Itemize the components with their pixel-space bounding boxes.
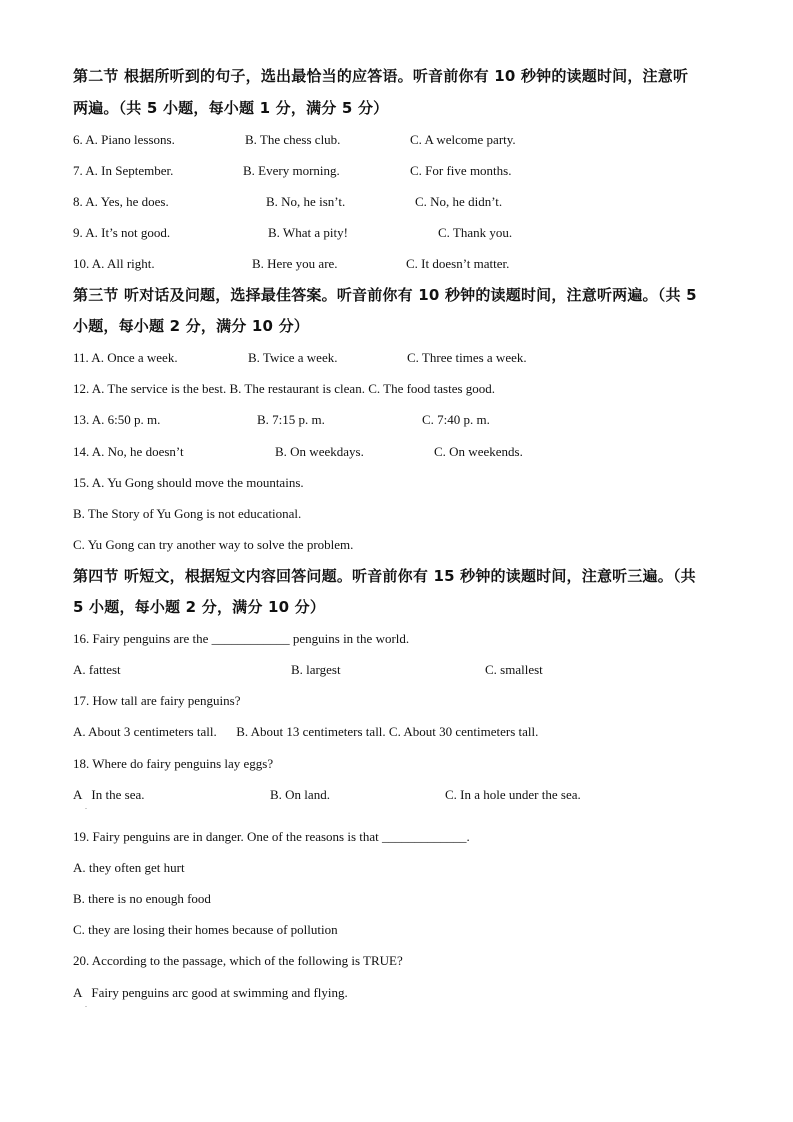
q8-option-c: C. No, he didn’t. xyxy=(415,194,503,209)
q19-option-b: B. there is no enough food xyxy=(73,891,211,906)
q15-option-b: B. The Story of Yu Gong is not educational. xyxy=(73,506,302,521)
q14-option-c: C. On weekends. xyxy=(434,444,523,459)
q6-option-c: C. A welcome party. xyxy=(410,132,516,147)
q7-option-c: C. For five months. xyxy=(410,163,512,178)
q10-option-b: B. Here you are. xyxy=(252,256,338,271)
q10-option-a: 10. A. All right. xyxy=(73,256,155,271)
q19-stem: 19. Fairy penguins are in danger. One of the reasons is that _____________. xyxy=(73,829,470,844)
q20-stem: 20. According to the passage, which of the following is TRUE? xyxy=(73,953,403,968)
q8-option-b: B. No, he isn’t. xyxy=(266,194,346,209)
q11-option-c: C. Three times a week. xyxy=(407,350,527,365)
q13-option-a: 13. A. 6:50 p. m. xyxy=(73,412,161,427)
q7-option-b: B. Every morning. xyxy=(243,163,340,178)
q15-option-a: 15. A. Yu Gong should move the mountains. xyxy=(73,475,304,490)
q9-option-a: 9. A. It’s not good. xyxy=(73,225,171,240)
q16-option-c: C. smallest xyxy=(485,662,543,677)
q10-option-c: C. It doesn’t matter. xyxy=(406,256,510,271)
q11-option-b: B. Twice a week. xyxy=(248,350,338,365)
q17-stem: 17. How tall are fairy penguins? xyxy=(73,693,241,708)
section3-heading-line2: 小题，每小题 2 分，满分 10 分） xyxy=(73,317,310,335)
stray-dot-mark: . xyxy=(85,802,87,811)
q6-option-a: 6. A. Piano lessons. xyxy=(73,132,175,147)
q15-option-c: C. Yu Gong can try another way to solve the problem. xyxy=(73,537,354,552)
section4-heading-line1: 第四节 听短文，根据短文内容回答问题。听音前你有 15 秒钟的读题时间，注意听三遍。（共 xyxy=(73,567,696,585)
q13-option-c: C. 7:40 p. m. xyxy=(422,412,490,427)
q13-option-b: B. 7:15 p. m. xyxy=(257,412,325,427)
q14-option-b: B. On weekdays. xyxy=(275,444,364,459)
q18-option-a: A In the sea. xyxy=(73,787,145,802)
q19-option-a: A. they often get hurt xyxy=(73,860,185,875)
q19-option-c: C. they are losing their homes because of pollution xyxy=(73,922,338,937)
q16-option-a: A. fattest xyxy=(73,662,121,677)
q14-option-a: 14. A. No, he doesn’t xyxy=(73,444,184,459)
q16-stem: 16. Fairy penguins are the ____________ penguins in the world. xyxy=(73,631,410,646)
q16-option-b: B. largest xyxy=(291,662,341,677)
section2-heading-line1: 第二节 根据所听到的句子，选出最恰当的应答语。听音前你有 10 秒钟的读题时间，注意听 xyxy=(73,67,689,85)
section3-heading-line1: 第三节 听对话及问题，选择最佳答案。听音前你有 10 秒钟的读题时间，注意听两遍。（共 5 xyxy=(73,286,697,304)
stray-dot-mark-2: . xyxy=(85,1000,87,1009)
q6-option-b: B. The chess club. xyxy=(245,132,341,147)
q18-stem: 18. Where do fairy penguins lay eggs? xyxy=(73,756,274,771)
section4-heading-line2: 5 小题，每小题 2 分，满分 10 分） xyxy=(73,598,326,616)
q20-option-a: A Fairy penguins arc good at swimming and flying. xyxy=(73,985,348,1000)
q9-option-c: C. Thank you. xyxy=(438,225,513,240)
q8-option-a: 8. A. Yes, he does. xyxy=(73,194,169,209)
section2-heading-line2: 两遍。（共 5 小题，每小题 1 分，满分 5 分） xyxy=(73,99,389,117)
q17-options: A. About 3 centimeters tall. B. About 13 centimeters tall. C. About 30 centimeters tall. xyxy=(73,724,539,739)
q18-option-c: C. In a hole under the sea. xyxy=(445,787,581,802)
q7-option-a: 7. A. In September. xyxy=(73,163,174,178)
q11-option-a: 11. A. Once a week. xyxy=(73,350,178,365)
question-12: 12. A. The service is the best. B. The restaurant is clean. C. The food tastes good. xyxy=(73,381,496,396)
q18-option-b: B. On land. xyxy=(270,787,330,802)
q9-option-b: B. What a pity! xyxy=(268,225,348,240)
